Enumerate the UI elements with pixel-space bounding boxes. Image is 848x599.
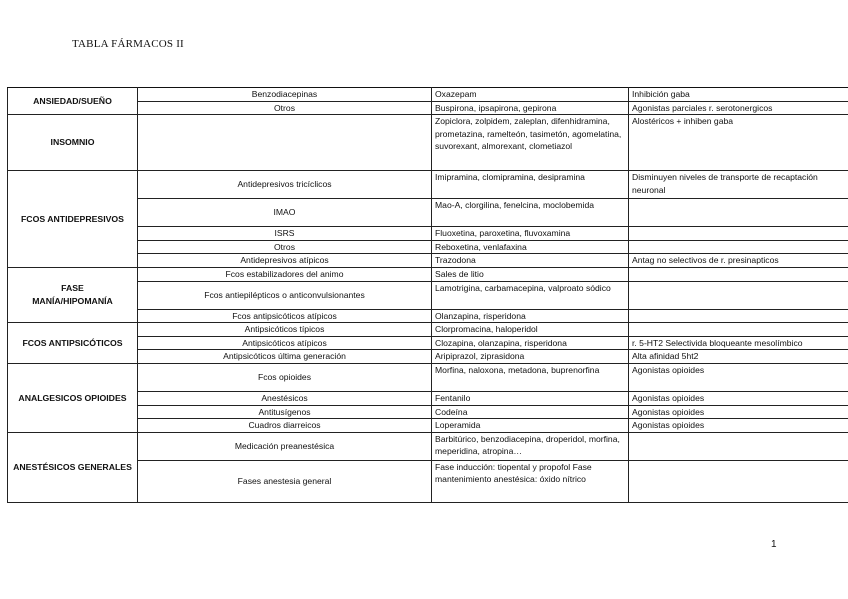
mechanism-cell [629, 267, 848, 281]
drugs-cell: Reboxetina, venlafaxina [432, 240, 629, 254]
mechanism-cell: r. 5-HT2 Selectivida bloqueante mesolímbico [629, 336, 848, 350]
drugs-cell: Loperamida [432, 419, 629, 433]
drugs-cell: Mao-A, clorgilina, fenelcina, moclobemida [432, 199, 629, 227]
category-cell: FCOS ANTIPSICÓTICOS [8, 323, 138, 364]
subgroup-cell: IMAO [138, 199, 432, 227]
subgroup-cell: Cuadros diarreicos [138, 419, 432, 433]
drugs-cell: Sales de litio [432, 267, 629, 281]
mechanism-cell: Agonistas opioides [629, 405, 848, 419]
drugs-cell: Aripiprazol, ziprasidona [432, 350, 629, 364]
subgroup-cell: Fcos antipsicóticos atípicos [138, 309, 432, 323]
category-cell: FASE MANÍA/HIPOMANÍA [8, 267, 138, 322]
table-row [8, 88, 848, 102]
drugs-cell: Zopiclora, zolpidem, zaleplan, difenhidramina, prometazina, rameltеón, tasimetón, agomelatina, suvorexant, almorexant, clometiazol [432, 115, 629, 171]
subgroup-cell: ISRS [138, 227, 432, 241]
mechanism-cell: Agonistas opioides [629, 363, 848, 391]
mechanism-cell: Disminuyen niveles de transporte de recaptación neuronal [629, 171, 848, 199]
subgroup-cell: Benzodiacepinas [138, 88, 432, 102]
drug-table [7, 87, 848, 503]
mechanism-cell: Inhibición gaba [629, 88, 848, 102]
mechanism-cell: Agonistas opioides [629, 391, 848, 405]
drugs-cell: Buspirona, ipsapirona, gepirona [432, 101, 629, 115]
drugs-cell: Imipramina, clomipramina, desipramina [432, 171, 629, 199]
table-row [8, 363, 848, 391]
table-row [8, 432, 848, 460]
category-cell: ANALGESICOS OPIOIDES [8, 363, 138, 432]
mechanism-cell [629, 240, 848, 254]
mechanism-cell: Alostéricos + inhiben gaba [629, 115, 848, 171]
mechanism-cell [629, 227, 848, 241]
drugs-cell: Trazodona [432, 254, 629, 268]
page-number: 1 [771, 539, 777, 550]
drugs-cell: Oxazepam [432, 88, 629, 102]
subgroup-cell: Fases anestesia general [138, 460, 432, 502]
mechanism-cell: Alta afinidad 5ht2 [629, 350, 848, 364]
mechanism-cell: Agonistas parciales r. serotonergicos [629, 101, 848, 115]
subgroup-cell: Antipsicóticos atípicos [138, 336, 432, 350]
mechanism-cell [629, 281, 848, 309]
table-row [8, 115, 848, 171]
table-row [8, 323, 848, 337]
mechanism-cell [629, 309, 848, 323]
mechanism-cell [629, 323, 848, 337]
subgroup-cell: Antipsicóticos última generación [138, 350, 432, 364]
subgroup-cell: Anestésicos [138, 391, 432, 405]
drugs-cell: Lamotrigina, carbamacepina, valproato sódico [432, 281, 629, 309]
mechanism-cell [629, 432, 848, 460]
subgroup-cell: Fcos estabilizadores del animo [138, 267, 432, 281]
mechanism-cell [629, 460, 848, 502]
subgroup-cell: Antitusígenos [138, 405, 432, 419]
table-row [8, 267, 848, 281]
drugs-cell: Fase inducción: tiopental y propofol Fase mantenimiento anestésica: óxido nítrico [432, 460, 629, 502]
table-row [8, 171, 848, 199]
category-cell: FCOS ANTIDEPRESIVOS [8, 171, 138, 268]
drugs-cell: Clorpromacina, haloperidol [432, 323, 629, 337]
drugs-cell: Fluoxetina, paroxetina, fluvoxamina [432, 227, 629, 241]
mechanism-cell: Antag no selectivos de r. presinapticos [629, 254, 848, 268]
subgroup-cell: Antipsicóticos típicos [138, 323, 432, 337]
subgroup-cell: Antidepresivos atípicos [138, 254, 432, 268]
subgroup-cell: Antidepresivos tricíclicos [138, 171, 432, 199]
mechanism-cell: Agonistas opioides [629, 419, 848, 433]
document-title: TABLA FÁRMACOS II [72, 38, 184, 50]
drugs-cell: Clozapina, olanzapina, risperidona [432, 336, 629, 350]
subgroup-cell: Otros [138, 240, 432, 254]
subgroup-cell: Fcos antiepilépticos o anticonvulsionantes [138, 281, 432, 309]
drugs-cell: Olanzapina, risperidona [432, 309, 629, 323]
subgroup-cell [138, 115, 432, 171]
drugs-cell: Barbitúrico, benzodiacepina, droperidol, morfina, meperidina, atropina… [432, 432, 629, 460]
subgroup-cell: Fcos opioides [138, 363, 432, 391]
drugs-cell: Fentanilo [432, 391, 629, 405]
category-cell: INSOMNIO [8, 115, 138, 171]
category-cell: ANSIEDAD/SUEÑO [8, 88, 138, 115]
subgroup-cell: Medicación preanestésica [138, 432, 432, 460]
subgroup-cell: Otros [138, 101, 432, 115]
drugs-cell: Codeína [432, 405, 629, 419]
drugs-cell: Morfina, naloxona, metadona, buprenorfina [432, 363, 629, 391]
category-cell: ANESTÉSICOS GENERALES [8, 432, 138, 502]
mechanism-cell [629, 199, 848, 227]
